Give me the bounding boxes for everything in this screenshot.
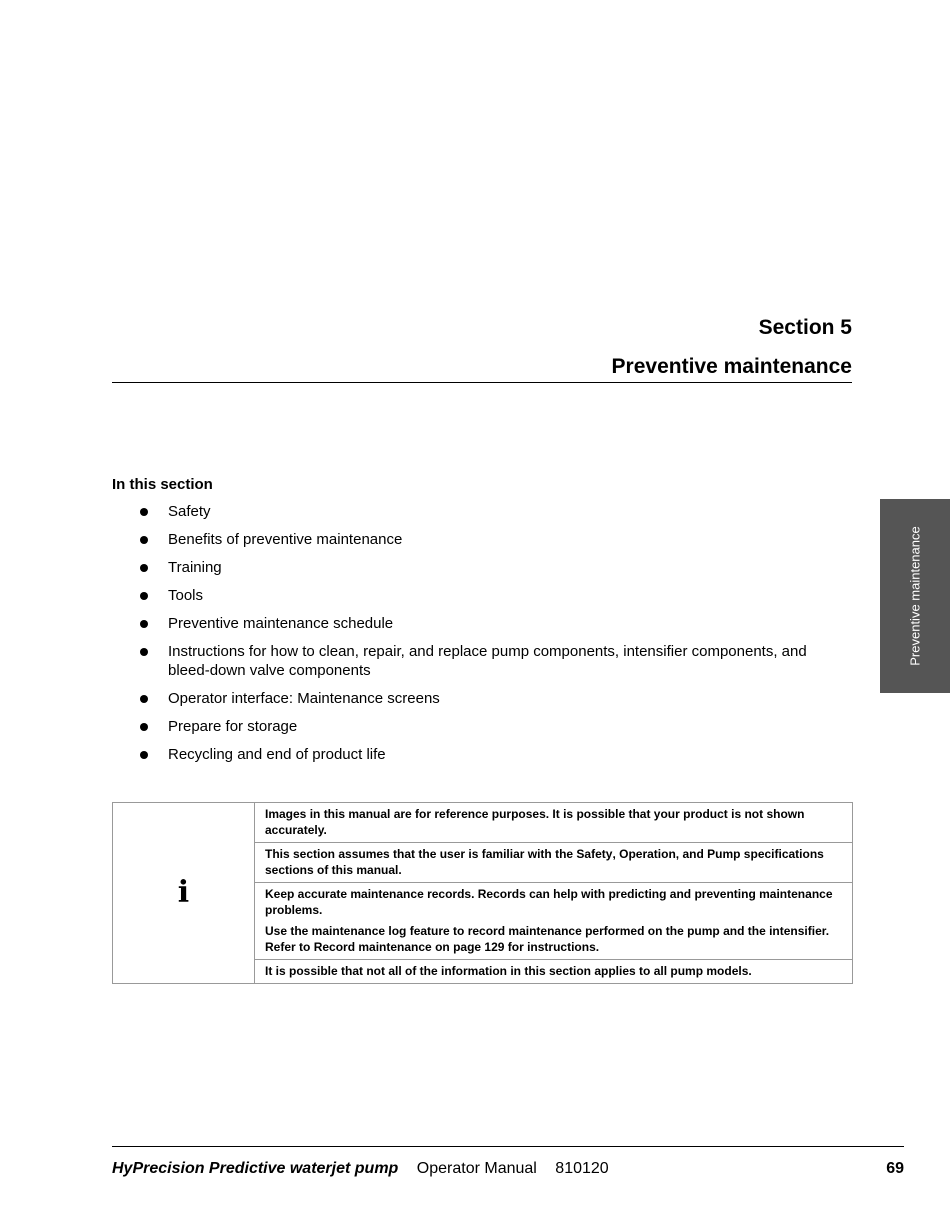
note-cell — [255, 803, 853, 843]
note-reference-safety: Safety — [576, 847, 613, 861]
bullet-icon — [140, 508, 148, 516]
section-title: Preventive maintenance — [611, 355, 852, 378]
in-this-section-heading: In this section — [112, 476, 213, 493]
list-item — [112, 586, 812, 605]
bullet-icon — [140, 648, 148, 656]
bullet-icon — [140, 592, 148, 600]
list-item — [112, 745, 812, 764]
note-text-part: Use the maintenance log feature to record maintenance performed on the pump and the intensifier. Refer to — [265, 924, 830, 954]
title-divider — [112, 382, 852, 383]
list-item — [112, 558, 812, 577]
note-reference-pump-specifications: Pump specifications — [707, 847, 824, 861]
list-item-text: Safety — [168, 503, 211, 520]
note-text: Keep accurate maintenance records. Records can help with predicting and preventing maintenance problems. — [265, 887, 833, 917]
bullet-icon — [140, 695, 148, 703]
note-text-part: This section assumes that the user is familiar with the — [265, 847, 577, 861]
table-row — [113, 803, 853, 843]
note-text — [265, 846, 842, 878]
note-text-part: sections of this manual. — [265, 863, 402, 877]
note-text — [265, 923, 842, 955]
list-item-text: Prepare for storage — [168, 718, 298, 735]
footer-divider — [112, 1146, 904, 1147]
info-icon-cell — [113, 803, 255, 984]
section-side-tab — [880, 499, 950, 693]
footer-document-number: 810120 — [555, 1160, 609, 1177]
list-item-text: Instructions for how to clean, repair, and replace pump components, intensifier components, and bleed-down valve components — [168, 643, 807, 679]
bullet-icon — [140, 751, 148, 759]
bullet-icon — [140, 723, 148, 731]
bullet-icon — [140, 620, 148, 628]
note-cell — [255, 843, 853, 883]
list-item — [112, 642, 812, 680]
list-item — [112, 502, 812, 521]
list-item-text: Training — [168, 559, 222, 576]
note-text: It is possible that not all of the information in this section applies to all pump models. — [265, 964, 752, 978]
bullet-icon — [140, 536, 148, 544]
footer-product-name: HyPrecision Predictive waterjet pump — [112, 1160, 399, 1177]
note-text-part: , and — [675, 847, 708, 861]
page-number: 69 — [886, 1160, 904, 1177]
list-item — [112, 530, 812, 549]
note-text-part: , — [612, 847, 620, 861]
list-item-text: Benefits of preventive maintenance — [168, 531, 403, 548]
page-footer — [112, 1159, 904, 1179]
bullet-icon — [140, 564, 148, 572]
info-icon: i — [177, 875, 190, 910]
list-item — [112, 689, 812, 708]
note-cell — [255, 960, 853, 984]
section-number: Section 5 — [758, 316, 852, 339]
note-cell — [255, 883, 853, 960]
list-item-text: Operator interface: Maintenance screens — [168, 690, 440, 707]
footer-document-type: Operator Manual — [416, 1160, 537, 1177]
list-item-text: Tools — [168, 587, 204, 604]
list-item — [112, 717, 812, 736]
list-item — [112, 614, 812, 633]
note-text: Images in this manual are for reference purposes. It is possible that your product is not shown accurately. — [265, 807, 805, 837]
list-item-text: Recycling and end of product life — [168, 746, 386, 763]
info-note-table — [112, 802, 853, 984]
side-tab-label: Preventive maintenance — [907, 526, 923, 666]
note-reference-record-maintenance: Record maintenance — [313, 940, 432, 954]
list-item-text: Preventive maintenance schedule — [168, 615, 394, 632]
section-topic-list — [112, 502, 812, 773]
note-text-part: on page 129 for instructions. — [431, 940, 600, 954]
note-reference-operation: Operation — [619, 847, 676, 861]
